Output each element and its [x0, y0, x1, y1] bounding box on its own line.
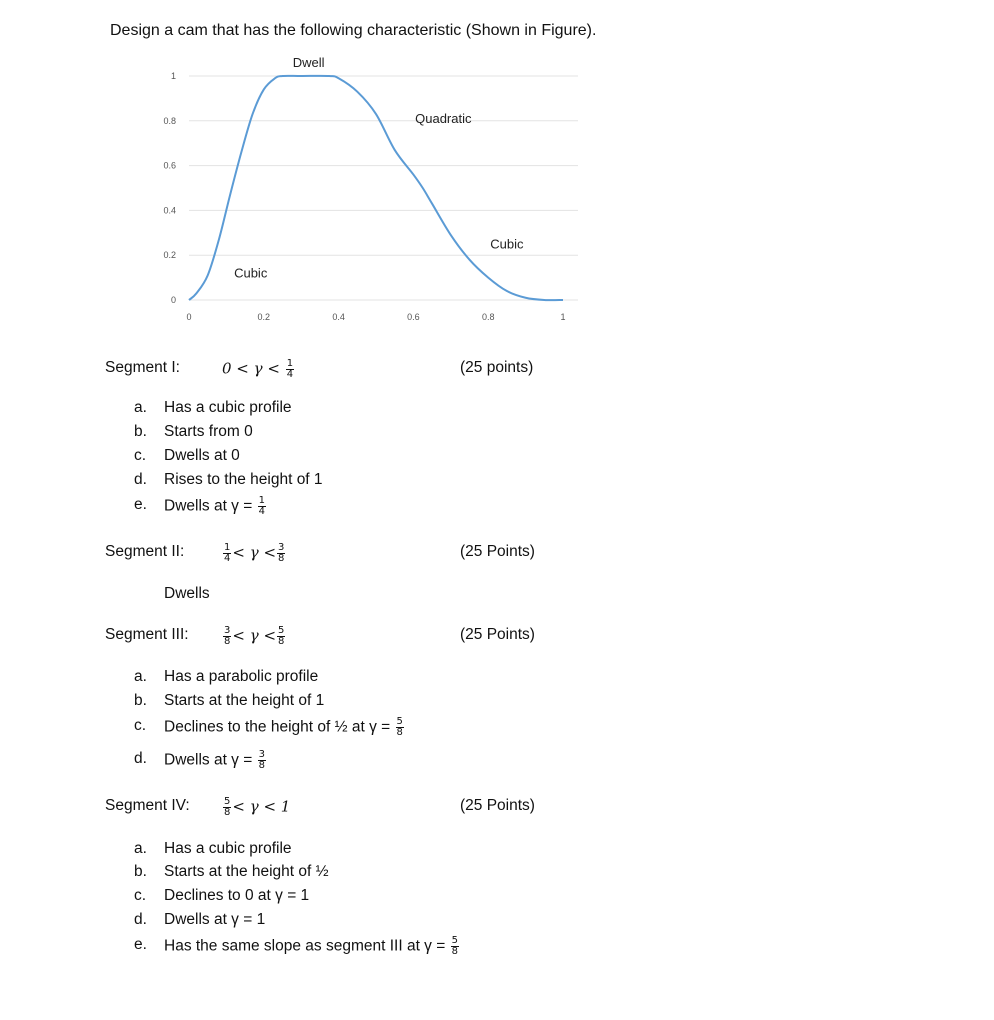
x-tick-label: 0.6	[407, 312, 420, 322]
cam-profile-chart	[0, 0, 994, 340]
segment-4-points: (25 Points)	[460, 797, 535, 814]
frac-num: 3	[278, 542, 285, 553]
item-letter: e.	[134, 496, 147, 513]
item-letter: c.	[134, 447, 147, 464]
frac-den: 8	[224, 807, 231, 818]
item-text: Starts from 0	[164, 423, 253, 440]
annotation-label: Dwell	[292, 55, 325, 71]
segment-1-range-text: 0 < γ <	[222, 359, 280, 378]
item-letter: b.	[134, 863, 147, 880]
item-letter: e.	[134, 936, 147, 953]
segment-3-frac1	[223, 626, 231, 647]
item-letter: d.	[134, 750, 147, 767]
item-frac	[258, 496, 266, 517]
frac-den: 8	[278, 553, 285, 564]
x-tick-label: 0.8	[481, 312, 495, 322]
item-frac	[396, 717, 404, 738]
item-text-main: Declines to the height of ½ at γ =	[164, 718, 391, 736]
segment-1-range	[222, 359, 295, 380]
item-letter: a.	[134, 840, 147, 857]
annotation-label: Quadratic	[415, 111, 472, 127]
frac-num: 5	[451, 935, 458, 946]
item-text: Starts at the height of 1	[164, 692, 325, 709]
segment-4-range-text: < γ < 1	[232, 797, 291, 816]
x-tick-label: 1	[560, 312, 566, 322]
item-text: Dwells at γ = 1	[164, 911, 266, 928]
item-text	[164, 936, 460, 957]
item-text: Starts at the height of ½	[164, 863, 329, 880]
item-text: Has a cubic profile	[164, 399, 292, 416]
frac-num: 5	[278, 625, 285, 636]
frac-num: 5	[224, 796, 231, 807]
x-tick-label: 0	[186, 312, 192, 322]
item-letter: b.	[134, 692, 147, 709]
segment-4-range	[222, 797, 290, 818]
item-text: Has a cubic profile	[164, 840, 292, 857]
segment-3-label: Segment III:	[105, 626, 189, 643]
segment-3-range-text: < γ <	[232, 626, 277, 645]
frac-den: 4	[258, 506, 265, 517]
y-tick-label: 0.4	[163, 205, 176, 216]
segment-1-points: (25 points)	[460, 359, 534, 376]
segment-2-label: Segment II:	[105, 543, 185, 560]
item-text	[164, 717, 405, 738]
segment-2-range-text: < γ <	[232, 543, 277, 562]
y-tick-label: 1	[170, 71, 176, 81]
frac-den: 8	[278, 636, 285, 647]
frac-num: 5	[396, 716, 403, 727]
frac-num: 1	[224, 542, 231, 553]
frac-num: 1	[286, 358, 294, 369]
frac-den: 4	[286, 369, 294, 380]
frac-num: 3	[224, 625, 231, 636]
item-frac	[258, 750, 266, 771]
frac-den: 4	[224, 553, 231, 564]
y-tick-label: 0	[170, 295, 176, 305]
item-letter: d.	[134, 911, 147, 928]
item-text: Dwells	[164, 585, 210, 602]
y-tick-label: 0.8	[163, 115, 176, 126]
frac-den: 8	[224, 636, 231, 647]
frac-num: 3	[258, 749, 265, 760]
x-tick-label: 0.2	[257, 312, 271, 322]
x-tick-label: 0.4	[332, 312, 345, 322]
problem-title: Design a cam that has the following characteristic (Shown in Figure).	[110, 22, 597, 39]
item-letter: b.	[134, 423, 147, 440]
segment-3-range	[222, 626, 286, 647]
y-tick-label: 0.6	[163, 160, 176, 171]
item-letter: d.	[134, 471, 147, 488]
item-text	[164, 496, 267, 517]
item-text: Has a parabolic profile	[164, 668, 319, 685]
segment-3-frac2	[277, 626, 285, 647]
item-text	[164, 750, 267, 771]
frac-den: 8	[451, 946, 458, 957]
annotation-label: Cubic	[490, 236, 524, 252]
segment-1-label: Segment I:	[105, 359, 180, 376]
frac-num: 1	[258, 495, 265, 506]
segment-2-frac1	[223, 543, 231, 564]
segment-2-range	[222, 543, 286, 564]
item-text-main: Dwells at γ =	[164, 751, 253, 769]
segment-1-range-frac	[286, 359, 294, 380]
frac-den: 8	[396, 727, 403, 738]
segment-2-points: (25 Points)	[460, 543, 535, 560]
item-letter: a.	[134, 668, 147, 685]
item-text-main: Dwells at γ =	[164, 497, 253, 515]
frac-den: 8	[258, 760, 265, 771]
item-text-main: Has the same slope as segment III at γ =	[164, 937, 446, 955]
annotation-label: Cubic	[234, 265, 268, 281]
item-letter: c.	[134, 717, 147, 734]
segment-3-points: (25 Points)	[460, 626, 535, 643]
item-letter: c.	[134, 887, 147, 904]
segment-4-frac1	[223, 797, 231, 818]
item-text: Declines to 0 at γ = 1	[164, 887, 310, 904]
segment-2-frac2	[277, 543, 285, 564]
item-frac	[451, 936, 459, 957]
item-letter: a.	[134, 399, 147, 416]
y-tick-label: 0.2	[163, 250, 176, 261]
item-text: Rises to the height of 1	[164, 471, 323, 488]
item-text: Dwells at 0	[164, 447, 240, 464]
segment-4-label: Segment IV:	[105, 797, 190, 814]
